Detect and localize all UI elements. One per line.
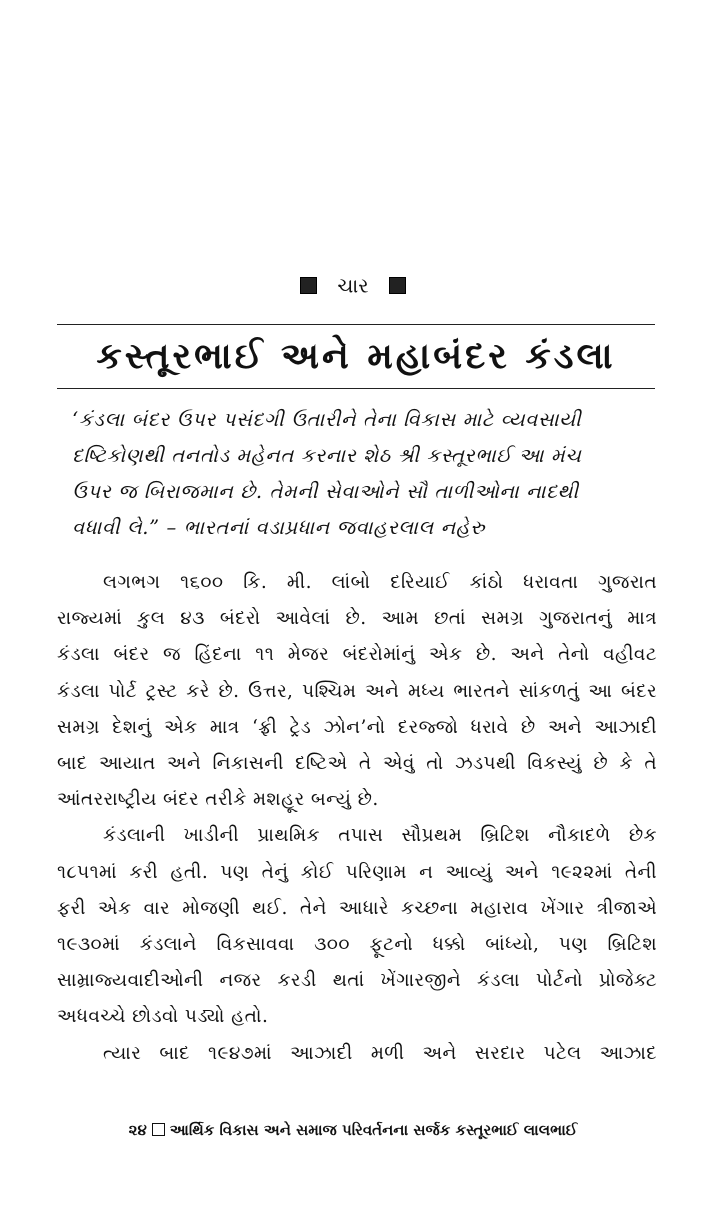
chapter-title: કસ્તૂરભાઈ અને મહાબંદર કંડલા — [96, 336, 616, 377]
paragraph-line: કંડલા પોર્ટ ટ્રસ્ટ કરે છે. ઉત્તર, પશ્ચિમ અને મધ્ય ભારતને સાંકળતું આ બંદર — [57, 680, 657, 702]
filled-square-icon — [300, 277, 317, 294]
title-top-rule — [57, 324, 655, 325]
quote-line: ‘કંડલા બંદર ઉપર પસંદગી ઉતારીને તેના વિકાસ માટે વ્યવસાયી — [72, 408, 582, 431]
paragraph-line: કંડલાની ખાડીની પ્રાથમિક તપાસ સૌપ્રથમ બ્રિટિશ નૌકાદળે છેક — [103, 825, 657, 847]
paragraph-line: બાદ આયાત અને નિકાસની દષ્ટિએ તે એવું તો ઝડપથી વિકસ્યું છે કે તે — [57, 753, 657, 775]
paragraph-line: ત્યાર બાદ ૧૯૪૭માં આઝાદી મળી અને સરદાર પટેલ આઝાદ — [103, 1042, 657, 1064]
quote-line: દષ્ટિકોણથી તનતોડ મહેનત કરનાર શેઠ શ્રી કસ્તૂરભાઈ આ મંચ — [72, 444, 582, 467]
paragraph-line: ફરી એક વાર મોજણી થઈ. તેને આધારે કચ્છના મહારાવ ખેંગાર ત્રીજાએ — [57, 897, 657, 919]
paragraph-line: સમગ્ર દેશનું એક માત્ર ‘ફ્રી ટ્રેડ ઝોન’નો દરજ્જો ધરાવે છે અને આઝાદી — [57, 716, 657, 738]
title-bottom-rule — [57, 388, 655, 389]
paragraph-line: રાજ્યમાં કુલ ૪૩ બંદરો આવેલાં છે. આમ છતાં સમગ્ર ગુજરાતનું માત્ર — [57, 608, 657, 630]
quote-line: વધાવી લે.” – ભારતનાં વડાપ્રધાન જવાહરલાલ નહેરુ — [72, 516, 486, 539]
paragraph-line: આંતરરાષ્ટ્રીય બંદર તરીકે મશહૂર બન્યું છે. — [57, 789, 379, 811]
quote-line: ઉપર જ બિરાજમાન છે. તેમની સેવાઓને સૌ તાળીઓના નાદથી — [72, 480, 579, 503]
paragraph-line: સામ્રાજ્યવાદીઓની નજર કરડી થતાં ખેંગારજીને કંડલા પોર્ટનો પ્રોજેક્ટ — [57, 970, 657, 992]
paragraph-line: અધવચ્ચે છોડવો પડ્યો હતો. — [57, 1006, 269, 1028]
paragraph-line: ૧૯૩૦માં કંડલાને વિકસાવવા ૩૦૦ ફૂટનો ધક્કો બાંધ્યો, પણ બ્રિટિશ — [57, 934, 657, 956]
hollow-square-icon — [152, 1123, 165, 1136]
filled-square-icon — [389, 277, 406, 294]
running-book-title: આર્થિક વિકાસ અને સમાજ પરિવર્તનના સર્જક કસ્તૂરભાઈ લાલભાઈ — [169, 1121, 578, 1139]
paragraph-line: લગભગ ૧૬૦૦ કિ. મી. લાંબો દરિયાઈ કાંઠો ધરાવતા ગુજરાત — [103, 572, 657, 593]
chapter-number: ચાર — [337, 273, 369, 298]
body-text — [57, 565, 657, 1072]
chapter-marker — [0, 268, 706, 302]
page-number: ૨૪ — [128, 1121, 147, 1139]
epigraph-quote — [72, 402, 662, 546]
paragraph-line: કંડલા બંદર જ હિંદના ૧૧ મેજર બંદરોમાંનું એક છે. અને તેનો વહીવટ — [57, 644, 657, 666]
page-footer — [0, 1118, 706, 1142]
paragraph-line: ૧૮૫૧માં કરી હતી. પણ તેનું કોઈ પરિણામ ન આવ્યું અને ૧૯૨૨માં તેની — [57, 861, 657, 883]
